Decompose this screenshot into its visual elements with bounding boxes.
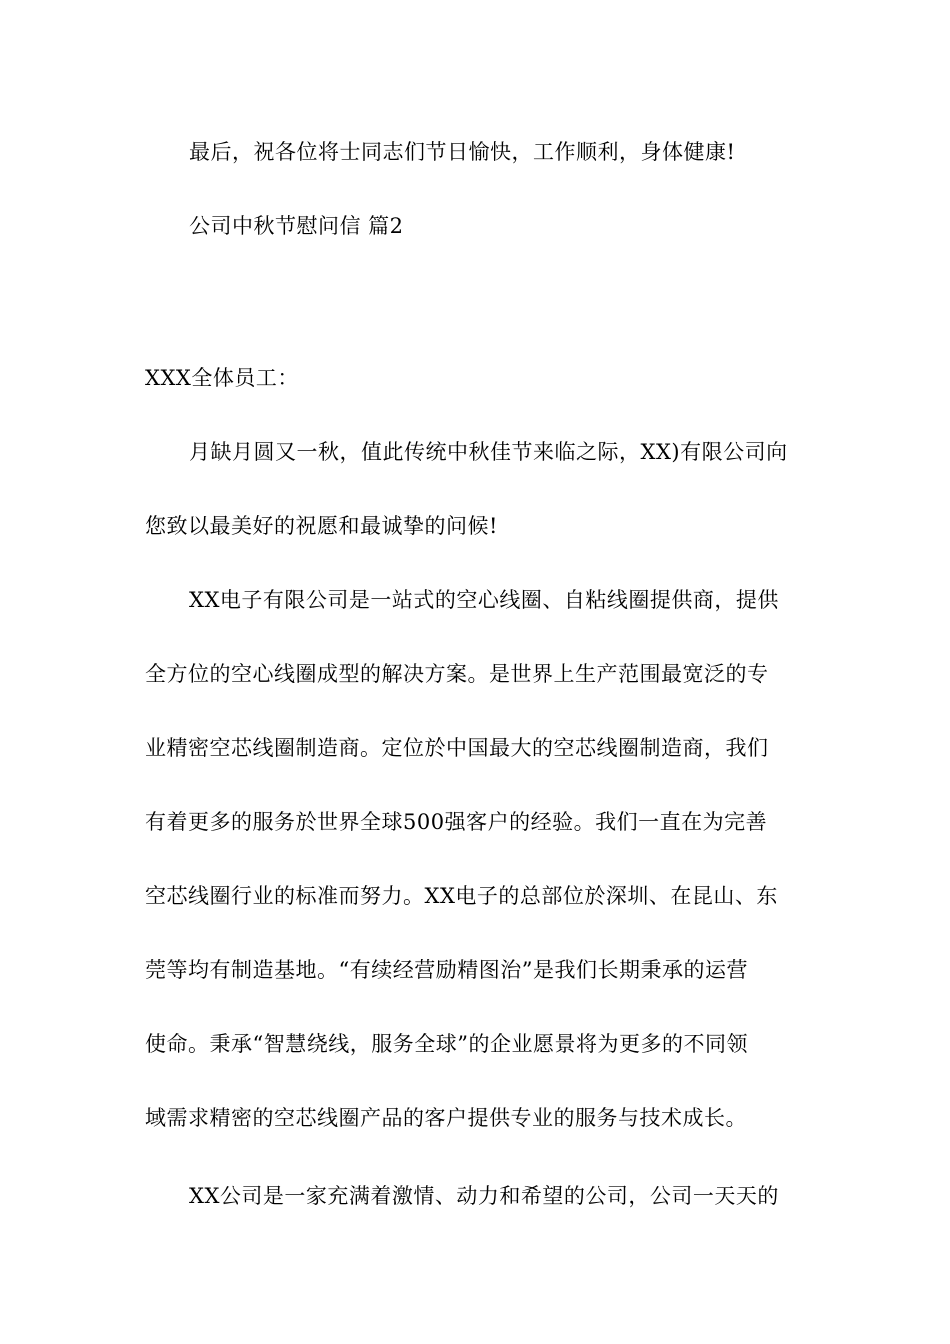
paragraph-line: 业精密空芯线圈制造商。定位於中国最大的空芯线圈制造商，我们: [145, 736, 769, 760]
paragraph-line: 莞等均有制造基地。“有续经营励精图治”是我们长期秉承的运营: [145, 958, 748, 982]
closing-wish-line: 最后，祝各位将士同志们节日愉快，工作顺利，身体健康!: [189, 140, 736, 164]
paragraph-line: 空芯线圈行业的标准而努力。XX电子的总部位於深圳、在昆山、东: [145, 884, 778, 908]
paragraph-line: 域需求精密的空芯线圈产品的客户提供专业的服务与技术成长。: [145, 1106, 747, 1130]
paragraph-line: 月缺月圆又一秋，值此传统中秋佳节来临之际，XX)有限公司向: [189, 440, 788, 464]
paragraph-line: 您致以最美好的祝愿和最诚挚的问候!: [145, 514, 498, 538]
paragraph-line: 全方位的空心线圈成型的解决方案。是世界上生产范围最宽泛的专: [145, 662, 769, 686]
paragraph-line: XX电子有限公司是一站式的空心线圈、自粘线圈提供商，提供: [189, 588, 779, 612]
salutation-line: XXX全体员工：: [145, 366, 299, 390]
paragraph-line: 使命。秉承“智慧绕线，服务全球”的企业愿景将为更多的不同领: [145, 1032, 748, 1056]
paragraph-line: XX公司是一家充满着激情、动力和希望的公司，公司一天天的: [189, 1184, 779, 1208]
paragraph-line: 有着更多的服务於世界全球500强客户的经验。我们一直在为完善: [145, 810, 768, 834]
section-heading: 公司中秋节慰问信 篇2: [189, 214, 404, 238]
